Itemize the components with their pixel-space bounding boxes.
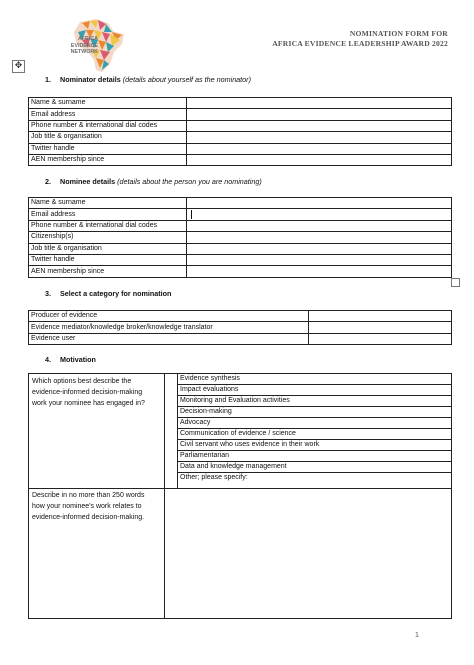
form-title-line-1: NOMINATION FORM FOR [349,29,448,38]
nominee-twitter-field[interactable] [187,254,452,265]
logo-line-2: EVIDENCE [70,42,98,49]
table-row [29,132,452,143]
description-question: Describe in no more than 250 words how your nominee's work relates to evidence-informed decision-making. [32,492,145,521]
table-row [29,154,452,165]
table-row [29,311,452,322]
section-3-heading [45,289,171,298]
table-row [29,220,452,231]
table-row [29,98,452,109]
nominee-citizenship-field[interactable] [187,232,452,243]
option-decision-making[interactable]: Decision-making [178,407,452,418]
nominator-phone-field[interactable] [187,120,452,131]
table-row [29,243,452,254]
nominator-twitter-field[interactable] [187,143,452,154]
table-row [29,109,452,120]
table-row [29,198,452,209]
field-label: Name & surname [29,198,187,209]
table-row [29,232,452,243]
field-label: Twitter handle [29,143,187,154]
option-civil-servant[interactable]: Civil servant who uses evidence in their work [178,440,452,451]
field-label: Email address [29,209,187,220]
section-1-title: Nominator details [60,75,121,84]
section-2-heading [45,177,262,186]
table-row [29,266,452,277]
nominator-email-field[interactable] [187,109,452,120]
nominator-details-table [28,97,452,166]
field-label: Twitter handle [29,254,187,265]
table-row [29,254,452,265]
category-label: Producer of evidence [29,311,309,322]
option-impact-evaluations[interactable]: Impact evaluations [178,385,452,396]
section-2-title: Nominee details [60,177,116,186]
option-evidence-synthesis[interactable]: Evidence synthesis [178,374,452,385]
field-label: Citizenship(s) [29,232,187,243]
option-monitoring-evaluation[interactable]: Monitoring and Evaluation activities [178,396,452,407]
section-4-number: 4. [45,355,51,364]
field-label: Email address [29,109,187,120]
section-3-title: Select a category for nomination [60,289,172,298]
field-label: AEN membership since [29,154,187,165]
nominee-job-field[interactable] [187,243,452,254]
section-2-subtitle: (details about the person you are nominating) [117,177,262,186]
table-row [29,143,452,154]
nominee-name-field[interactable] [187,198,452,209]
form-title-line-2: AFRICA EVIDENCE LEADERSHIP AWARD 2022 [272,39,448,48]
category-mediator-selector[interactable] [309,322,452,333]
logo-wordmark [58,36,98,56]
logo-line-1: AFRICA [77,36,98,42]
option-other[interactable]: Other; please specify: [180,474,248,481]
text-cursor [191,210,192,219]
nominee-membership-field[interactable] [187,266,452,277]
table-resize-handle[interactable] [451,278,460,287]
section-4-heading [45,355,96,364]
table-row [29,322,452,333]
section-3-number: 3. [45,289,51,298]
option-parliamentarian[interactable]: Parliamentarian [178,451,452,462]
section-1-heading [45,75,251,84]
option-data-knowledge-management[interactable]: Data and knowledge management [178,462,452,473]
motivation-table [28,373,452,619]
field-label: Phone number & international dial codes [29,220,187,231]
nominator-membership-field[interactable] [187,154,452,165]
description-answer-field[interactable] [165,489,451,618]
field-label: Phone number & international dial codes [29,120,187,131]
table-row [29,120,452,131]
page-number: 1 [415,632,419,639]
africa-evidence-network-logo [58,18,128,74]
section-2-number: 2. [45,177,51,186]
move-arrows-icon[interactable]: ✥ [12,60,25,73]
category-label: Evidence user [29,333,309,344]
table-row [29,209,452,220]
form-title [272,29,448,49]
nominee-details-table [28,197,452,278]
nominator-job-field[interactable] [187,132,452,143]
field-label: Name & surname [29,98,187,109]
nominator-name-field[interactable] [187,98,452,109]
section-4-title: Motivation [60,355,96,364]
work-type-question: Which options best describe the evidence-informed decision-making work your nominee has engaged in? [32,378,145,407]
nominee-email-field[interactable] [187,209,452,220]
category-table [28,310,452,345]
logo-line-3: NETWORK [70,49,98,56]
section-1-subtitle: (details about yourself as the nominator) [122,75,251,84]
category-producer-selector[interactable] [309,311,452,322]
field-label: AEN membership since [29,266,187,277]
option-advocacy[interactable]: Advocacy [178,418,452,429]
category-label: Evidence mediator/knowledge broker/knowledge translator [29,322,309,333]
table-row [29,333,452,344]
nominee-phone-field[interactable] [187,220,452,231]
category-user-selector[interactable] [309,333,452,344]
field-label: Job title & organisation [29,132,187,143]
section-1-number: 1. [45,75,51,84]
field-label: Job title & organisation [29,243,187,254]
option-communication[interactable]: Communication of evidence / science [178,429,452,440]
